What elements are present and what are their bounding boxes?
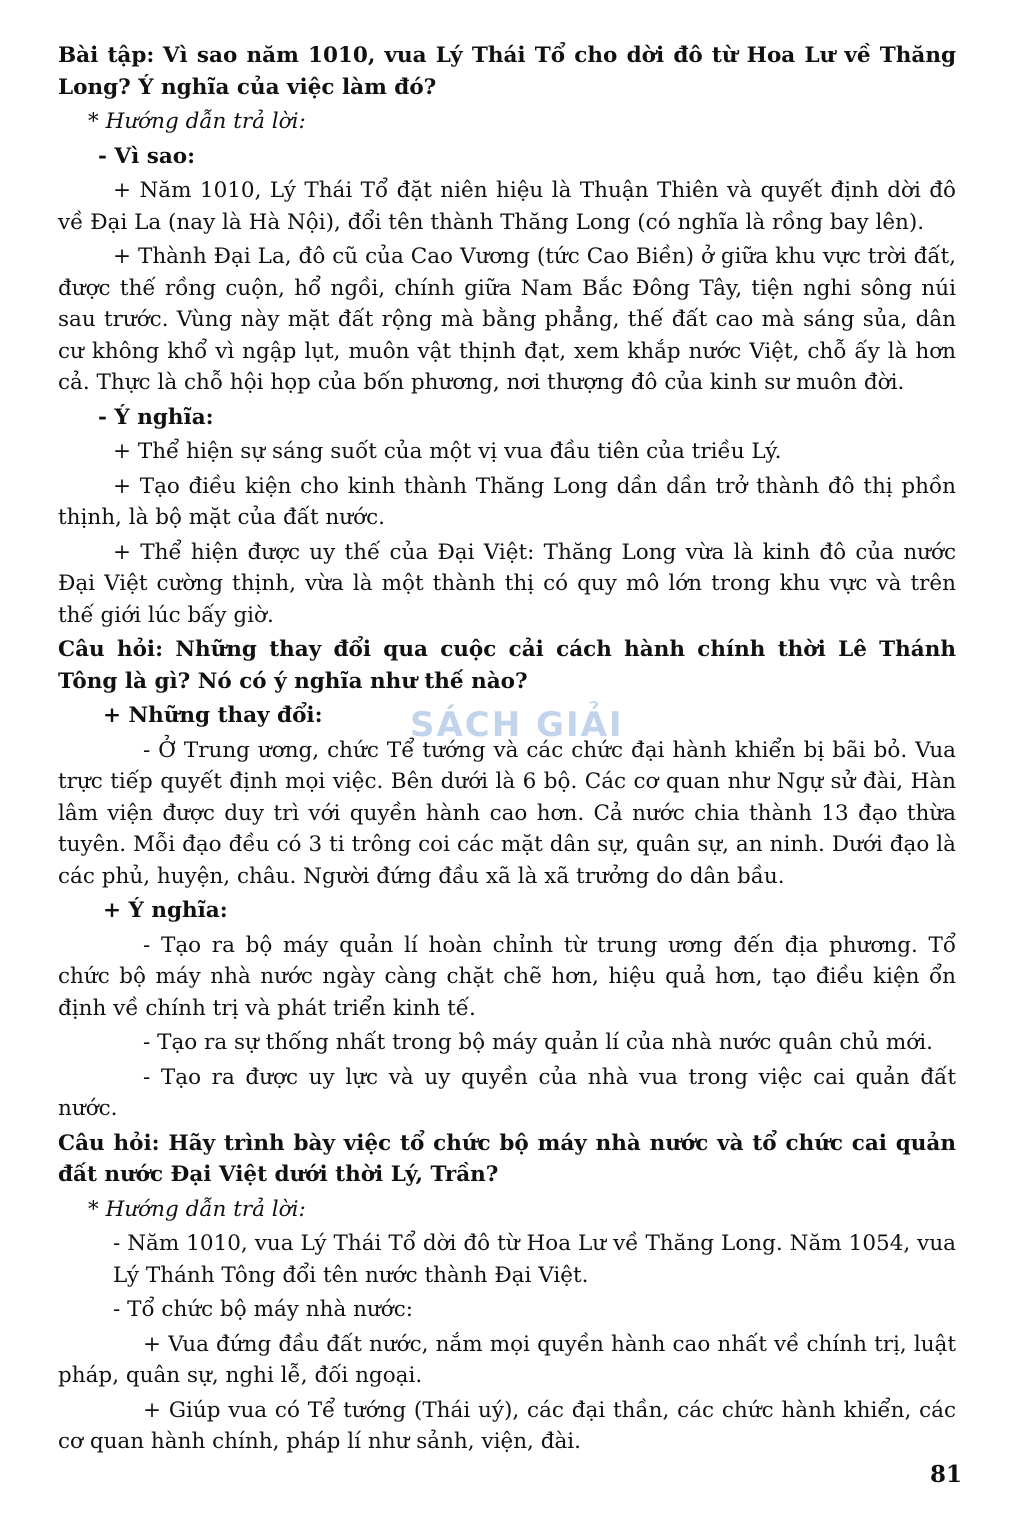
state-item-2b: + Giúp vua có Tể tướng (Thái uý), các đại thần, các chức hành khiển, các cơ quan hành chính, pháp lí như sảnh, viện, đài. [58, 1397, 956, 1454]
reform-meaning-1: - Tạo ra bộ máy quản lí hoàn chỉnh từ trung ương đến địa phương. Tổ chức bộ máy nhà nước ngày càng chặt chẽ hơn, hiệu quả hơn, tạo điều kiện ổn định về chính trị và phát triển kinh tế. [58, 932, 956, 1021]
watermark-logo [410, 705, 624, 745]
changes-heading: + Những thay đổi: [103, 703, 323, 728]
reform-meaning-3: - Tạo ra được uy lực và uy quyền của nhà vua trong việc cai quản đất nước. [58, 1064, 956, 1121]
meaning-point-1: + Thể hiện sự sáng suốt của một vị vua đầu tiên của triều Lý. [113, 439, 782, 464]
meaning-point-3: + Thể hiện được uy thế của Đại Việt: Thăng Long vừa là kinh đô của nước Đại Việt cường thịnh, vừa là một thành thị có quy mô lớn trong khu vực và trên thế giới lúc bấy giờ. [58, 539, 956, 628]
why-heading: - Vì sao: [98, 143, 196, 169]
exercise-text: Vì sao năm 1010, vua Lý Thái Tổ cho dời đô từ Hoa Lư về Thăng Long? Ý nghĩa của việc làm đó? [58, 43, 956, 100]
exercise-label: Bài tập: [58, 43, 155, 68]
reform-meaning-2: - Tạo ra sự thống nhất trong bộ máy quản lí của nhà nước quân chủ mới. [143, 1030, 933, 1055]
page-number: 81 [930, 1461, 963, 1488]
state-item-1: - Năm 1010, vua Lý Thái Tổ dời đô từ Hoa Lư về Thăng Long. Năm 1054, vua Lý Thánh Tông đổi tên nước thành Đại Việt. [113, 1231, 956, 1288]
why-point-2: + Thành Đại La, đô cũ của Cao Vương (tức Cao Biền) ở giữa khu vực trời đất, được thế rồng cuộn, hổ ngồi, chính giữa Nam Bắc Đông Tây, tiện nghi sông núi sau trước. Vùng này mặt đất rộng mà bằng phẳng, thế đất cao mà sáng sủa, dân cư không khổ vì ngập lụt, muôn vật thịnh đạt, xem khắp nước Việt, chỗ ấy là hơn cả. Thực là chỗ hội họp của bốn phương, nơi thượng đô của kinh sư muôn đời. [58, 244, 956, 395]
reform-question: Câu hỏi: Những thay đổi qua cuộc cải cách hành chính thời Lê Thánh Tông là gì? Nó có ý nghĩa như thế nào? [58, 637, 956, 694]
state-item-2: - Tổ chức bộ máy nhà nước: [113, 1297, 414, 1322]
page-body [58, 40, 956, 1461]
meaning-heading: - Ý nghĩa: [98, 404, 214, 430]
state-answer-guide: * Hướng dẫn trả lời: [88, 1196, 306, 1222]
why-point-1: + Năm 1010, Lý Thái Tổ đặt niên hiệu là Thuận Thiên và quyết định dời đô về Đại La (nay là Hà Nội), đổi tên thành Thăng Long (có nghĩa là rồng bay lên). [58, 178, 956, 235]
state-item-2a: + Vua đứng đầu đất nước, nắm mọi quyền hành cao nhất về chính trị, luật pháp, quân sự, nghi lễ, đối ngoại. [58, 1331, 956, 1388]
watermark-text: SÁCH GIẢI [410, 705, 624, 745]
state-question: Câu hỏi: Hãy trình bày việc tổ chức bộ máy nhà nước và tổ chức cai quản đất nước Đại Việt dưới thời Lý, Trần? [58, 1130, 956, 1187]
reform-meaning-heading: + Ý nghĩa: [103, 898, 228, 923]
meaning-point-2: + Tạo điều kiện cho kinh thành Thăng Long dần dần trở thành đô thị phồn thịnh, là bộ mặt của đất nước. [58, 473, 956, 530]
changes-point-1: - Ở Trung ương, chức Tể tướng và các chức đại hành khiển bị bãi bỏ. Vua trực tiếp quyết định mọi việc. Bên dưới là 6 bộ. Các cơ quan như Ngự sử đài, Hàn lâm viện được duy trì với quyền hành cao hơn. Cả nước chia thành 13 đạo thừa tuyên. Mỗi đạo đều có 3 ti trông coi các mặt dân sự, quân sự, an ninh. Dưới đạo là các phủ, huyện, châu. Người đứng đầu xã là xã trưởng do dân bầu. [58, 737, 956, 889]
answer-guide: * Hướng dẫn trả lời: [88, 109, 306, 134]
exercise-question [58, 40, 956, 103]
